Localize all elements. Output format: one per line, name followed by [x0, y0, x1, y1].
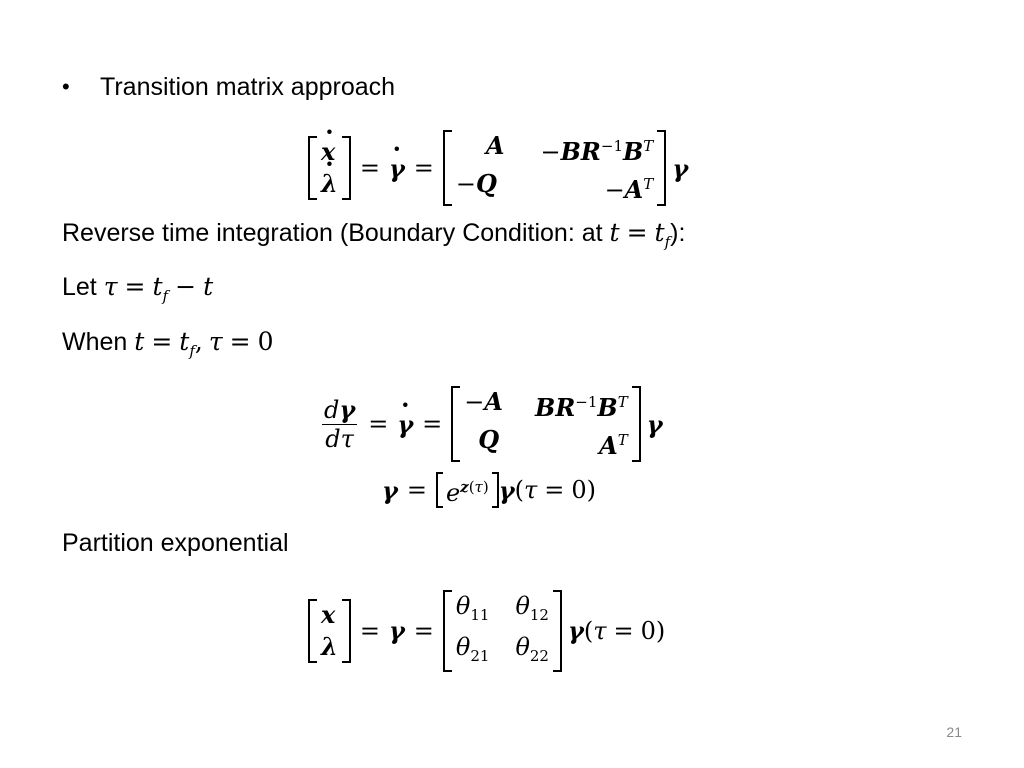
theta-matrix: $\theta_{11}$ $\theta_{12}$ $\theta_{21}$ $\theta_{22}$: [443, 590, 562, 672]
when-line: When $t = t_f$, τ = 0: [62, 327, 274, 360]
equation-state-costate: · x · λ = · γ = A $-BR^{-1}B^T$ −Q $-A^T$ γ: [308, 130, 688, 206]
reverse-hamiltonian-matrix: −A $BR^{-1}B^T$ Q $A^T$: [451, 386, 640, 462]
equation-reverse-time: $\frac{d\gamma}{d\tau}$ = · γ = −A $BR^{-1}B^T$ Q $A^T$ γ: [322, 386, 663, 462]
partition-line: Partition exponential: [62, 529, 289, 557]
equation-partition: x λ = γ = $\theta_{11}$ $\theta_{12}$ $\theta_{21}$ $\theta_{22}$ γ ( τ = 0 ): [308, 590, 665, 672]
gamma-dot: · γ: [389, 154, 405, 183]
bullet-title: Transition matrix approach: [100, 73, 396, 101]
bullet-dot: •: [62, 74, 70, 99]
fraction-dgamma-dtau: $\frac{d\gamma}{d\tau}$: [324, 394, 356, 453]
equation-exponential: γ = $e^{z(\tau)}$ γ ( τ = 0 ): [382, 472, 596, 508]
let-tau-line: Let $\tau = t_f - t$: [62, 272, 214, 305]
vector-x-lambda: x λ: [308, 599, 351, 663]
page-number: 21: [946, 724, 962, 740]
vector-x-lambda-dot: · x · λ: [308, 136, 351, 200]
hamiltonian-matrix: A $-BR^{-1}B^T$ −Q $-A^T$: [443, 130, 666, 206]
reverse-time-line: Reverse time integration (Boundary Condition: at $t = t_f$):: [62, 218, 686, 251]
exponential-bracket: $e^{z(\tau)}$: [436, 472, 499, 508]
